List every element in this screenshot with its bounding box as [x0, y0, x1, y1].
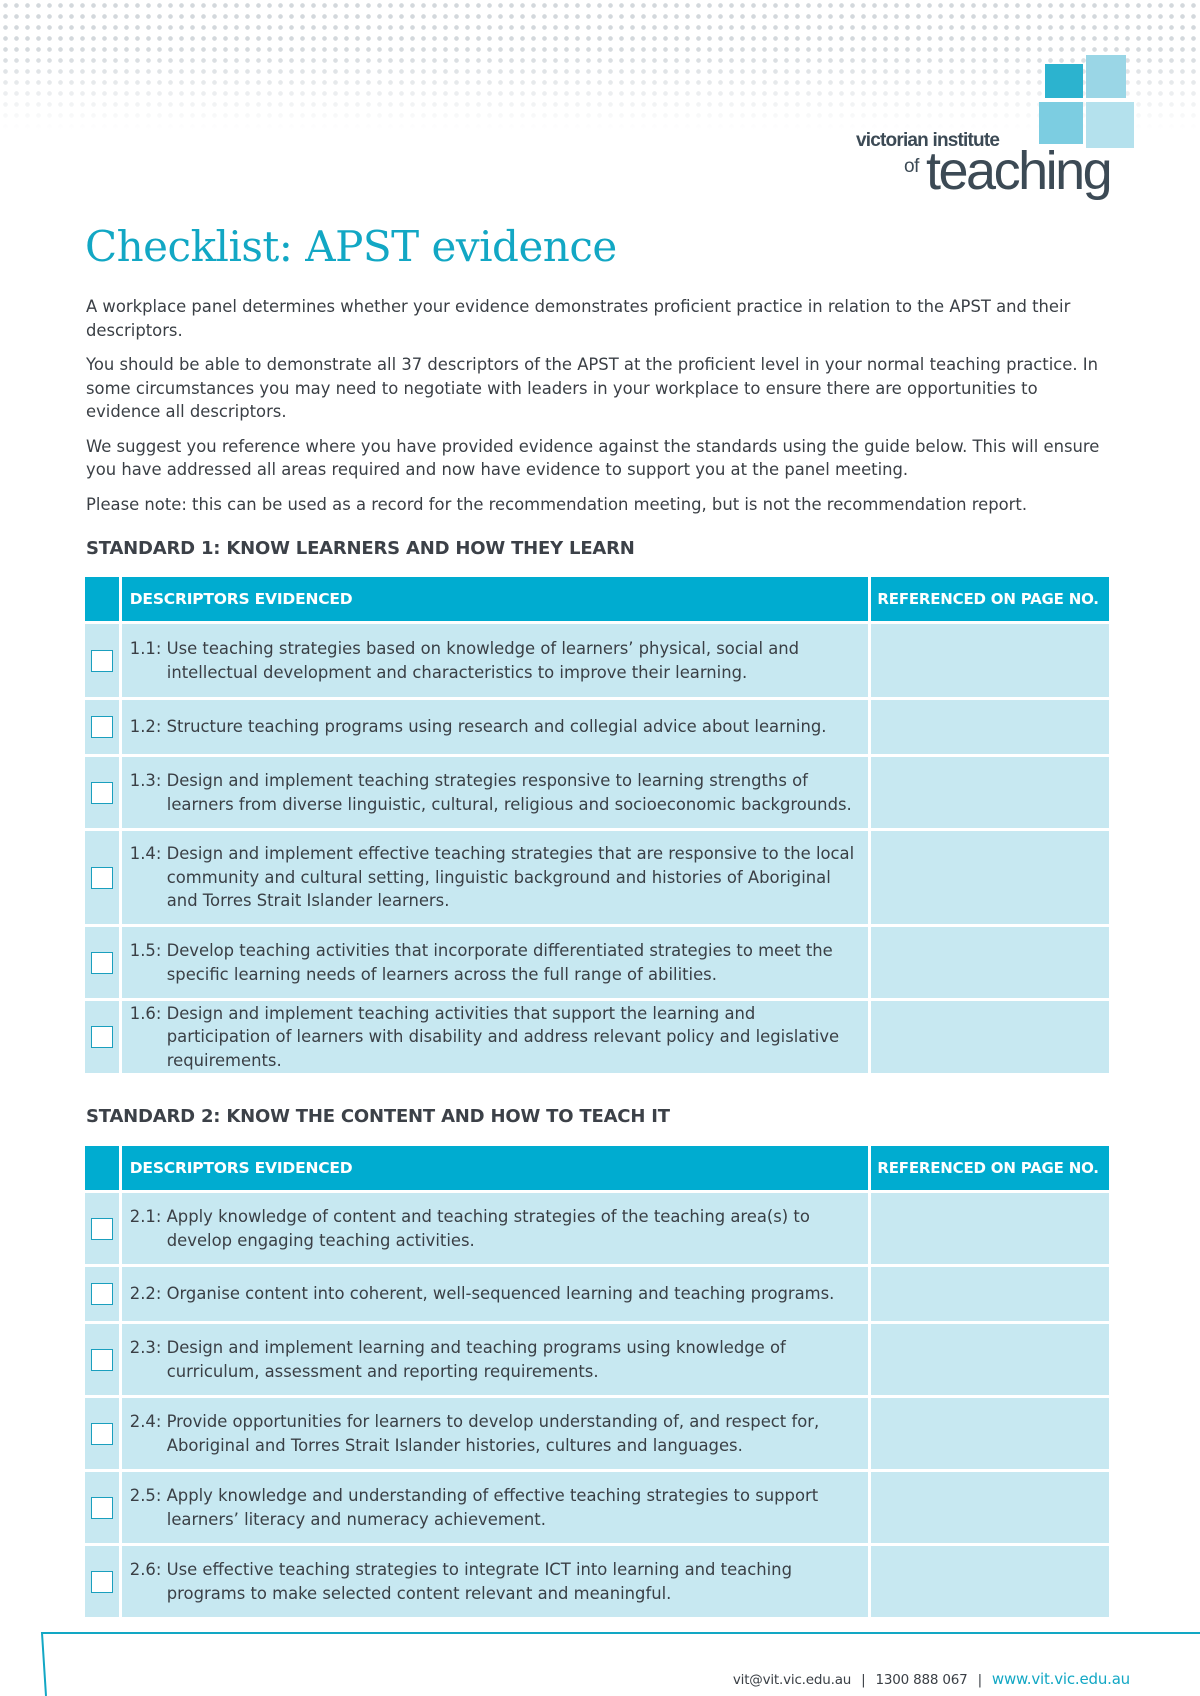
- descriptor-code: 2.6: [129, 1560, 156, 1579]
- page-reference-field[interactable]: [871, 831, 1109, 924]
- table-row: [85, 1267, 1109, 1321]
- descriptor-cell: 2.6: Use effective teaching strategies to integrate ICT into learning and teaching programs to make selected content relevant and meaningful.: [122, 1546, 869, 1617]
- descriptor-text: Structure teaching programs using research and collegial advice about learning.: [166, 717, 827, 737]
- checkbox-2-2[interactable]: [91, 1283, 113, 1305]
- logo-wordmark-of: of: [904, 156, 919, 177]
- checkbox-cell: [85, 700, 119, 754]
- checkbox-1-1[interactable]: [91, 650, 113, 672]
- table-row: [85, 831, 1109, 924]
- descriptor-text: Design and implement teaching activities that support the learning and participation of learners with disability and address relevant policy and legislative requirements.: [166, 1003, 840, 1070]
- checkbox-cell: [85, 757, 119, 828]
- descriptor-text: Design and implement effective teaching strategies that are responsive to the local community and cultural setting, linguistic background and histories of Aboriginal and Torres Strait Islander learners.: [166, 844, 855, 911]
- table-row: [85, 700, 1109, 754]
- checkbox-2-4[interactable]: [91, 1423, 113, 1445]
- logo-wordmark-teaching: teaching: [926, 141, 1111, 201]
- descriptor-cell: 2.4: Provide opportunities for learners to develop understanding of, and respect for, Aboriginal and Torres Strait Islander histories, cultures and languages.: [122, 1398, 869, 1469]
- checkbox-1-4[interactable]: [91, 867, 113, 889]
- table-row: [85, 624, 1109, 697]
- checkbox-1-3[interactable]: [91, 782, 113, 804]
- descriptor-text: Design and implement learning and teaching programs using knowledge of curriculum, assessment and reporting requirements.: [166, 1338, 786, 1381]
- logo-square: [1086, 55, 1126, 98]
- descriptor-cell: 1.6: Design and implement teaching activities that support the learning and participation of learners with disability and address relevant policy and legislative requirements.: [122, 1001, 869, 1073]
- standard-2-heading: STANDARD 2: KNOW THE CONTENT AND HOW TO TEACH IT: [86, 1106, 670, 1127]
- intro-text: [86, 295, 1116, 527]
- intro-paragraph: A workplace panel determines whether your evidence demonstrates proficient practice in relation to the APST and their descriptors.: [86, 297, 1071, 340]
- logo-square: [1045, 64, 1083, 98]
- checkbox-2-6[interactable]: [91, 1571, 113, 1593]
- table-row: [85, 1193, 1109, 1264]
- descriptor-code: 2.2: [129, 1284, 156, 1304]
- table-row: [85, 1546, 1109, 1617]
- page-reference-field[interactable]: [871, 927, 1109, 998]
- descriptor-code: 2.1: [129, 1207, 156, 1226]
- descriptor-cell: 2.3: Design and implement learning and teaching programs using knowledge of curriculum, assessment and reporting requirements.: [122, 1324, 869, 1395]
- table-row: [85, 1472, 1109, 1543]
- table-row: [85, 757, 1109, 828]
- page-reference-field[interactable]: [871, 1472, 1109, 1543]
- footer-email[interactable]: vit@vit.vic.edu.au: [732, 1672, 852, 1688]
- descriptor-code: 2.3: [129, 1338, 156, 1357]
- vit-logo: [856, 50, 1136, 210]
- descriptor-code: 1.3: [129, 771, 156, 790]
- checkbox-cell: [85, 1324, 119, 1395]
- intro-paragraph: You should be able to demonstrate all 37 descriptors of the APST at the proficient level in your normal teaching practice. In some circumstances you may need to negotiate with leaders in your workplace to ensure there are opportunities to evidence all descriptors.: [86, 355, 1098, 421]
- descriptor-text: Use effective teaching strategies to integrate ICT into learning and teaching programs to make selected content relevant and meaningful.: [166, 1560, 792, 1603]
- descriptor-cell: 1.2: Structure teaching programs using research and collegial advice about learning.: [122, 700, 869, 754]
- header-descriptors: DESCRIPTORS EVIDENCED: [122, 1146, 869, 1190]
- descriptor-code: 2.5: [129, 1486, 156, 1505]
- table-row: [85, 927, 1109, 998]
- descriptor-cell: 1.3: Design and implement teaching strategies responsive to learning strengths of learners from diverse linguistic, cultural, religious and socioeconomic backgrounds.: [122, 757, 869, 828]
- descriptor-cell: 1.4: Design and implement effective teaching strategies that are responsive to the local community and cultural setting, linguistic background and histories of Aboriginal and Torres Strait Islander learners.: [122, 831, 869, 924]
- descriptor-code: 1.6: [129, 1003, 156, 1023]
- checkbox-cell: [85, 1267, 119, 1321]
- footer-phone: 1300 888 067: [875, 1672, 968, 1688]
- descriptor-cell: 2.1: Apply knowledge of content and teaching strategies of the teaching area(s) to develop engaging teaching activities.: [122, 1193, 869, 1264]
- footer-website-link[interactable]: www.vit.vic.edu.au: [991, 1670, 1130, 1688]
- footer-contact: [733, 1670, 1130, 1688]
- descriptor-text: Organise content into coherent, well-sequenced learning and teaching programs.: [166, 1284, 835, 1304]
- table-header-row: [85, 577, 1109, 621]
- checkbox-cell: [85, 1546, 119, 1617]
- checkbox-cell: [85, 624, 119, 697]
- descriptor-text: Develop teaching activities that incorporate differentiated strategies to meet the specific learning needs of learners across the full range of abilities.: [166, 941, 833, 984]
- checkbox-cell: [85, 927, 119, 998]
- descriptor-cell: 2.2: Organise content into coherent, well-sequenced learning and teaching programs.: [122, 1267, 869, 1321]
- intro-paragraph: We suggest you reference where you have provided evidence against the standards using the guide below. This will ensure you have addressed all areas required and now have evidence to support you at the panel meeting.: [86, 436, 1100, 479]
- descriptor-cell: 1.5: Develop teaching activities that incorporate differentiated strategies to meet the specific learning needs of learners across the full range of abilities.: [122, 927, 869, 998]
- page-reference-field[interactable]: [871, 757, 1109, 828]
- header-reference: REFERENCED ON PAGE NO.: [871, 577, 1109, 621]
- descriptor-code: 2.4: [129, 1412, 156, 1431]
- footer-separator: |: [861, 1672, 866, 1688]
- page-reference-field[interactable]: [871, 1324, 1109, 1395]
- checkbox-cell: [85, 1001, 119, 1073]
- checkbox-2-5[interactable]: [91, 1497, 113, 1519]
- standard-1-heading: STANDARD 1: KNOW LEARNERS AND HOW THEY LEARN: [86, 538, 635, 559]
- page-reference-field[interactable]: [871, 1546, 1109, 1617]
- header-blank-cell: [85, 577, 119, 621]
- header-reference: REFERENCED ON PAGE NO.: [871, 1146, 1109, 1190]
- page-reference-field[interactable]: [871, 1398, 1109, 1469]
- descriptor-cell: 2.5: Apply knowledge and understanding of effective teaching strategies to support learners’ literacy and numeracy achievement.: [122, 1472, 869, 1543]
- checkbox-2-3[interactable]: [91, 1349, 113, 1371]
- page-reference-field[interactable]: [871, 1267, 1109, 1321]
- footer-separator: |: [977, 1672, 982, 1688]
- header-blank-cell: [85, 1146, 119, 1190]
- checkbox-cell: [85, 831, 119, 924]
- checkbox-cell: [85, 1472, 119, 1543]
- descriptor-text: Provide opportunities for learners to develop understanding of, and respect for, Aboriginal and Torres Strait Islander histories, cultures and languages.: [166, 1412, 820, 1455]
- page-reference-field[interactable]: [871, 1193, 1109, 1264]
- descriptor-text: Use teaching strategies based on knowledge of learners’ physical, social and intellectual development and characteristics to improve their learning.: [166, 639, 800, 682]
- descriptor-text: Design and implement teaching strategies responsive to learning strengths of learners from diverse linguistic, cultural, religious and socioeconomic backgrounds.: [166, 771, 852, 814]
- standard-2-checklist-table: [82, 1143, 1112, 1620]
- logo-square: [1039, 102, 1083, 144]
- checkbox-cell: [85, 1398, 119, 1469]
- checkbox-2-1[interactable]: [91, 1218, 113, 1240]
- page-footer: [0, 1620, 1200, 1696]
- descriptor-code: 1.4: [129, 844, 156, 864]
- descriptor-code: 1.2: [129, 717, 156, 737]
- page-reference-field[interactable]: [871, 624, 1109, 697]
- table-row: [85, 1324, 1109, 1395]
- checkbox-1-5[interactable]: [91, 952, 113, 974]
- descriptor-cell: 1.1: Use teaching strategies based on knowledge of learners’ physical, social and intellectual development and characteristics to improve their learning.: [122, 624, 869, 697]
- table-row: [85, 1001, 1109, 1073]
- checkbox-1-6[interactable]: [91, 1026, 113, 1048]
- page-reference-field[interactable]: [871, 1001, 1109, 1073]
- descriptor-text: Apply knowledge and understanding of effective teaching strategies to support learners’ literacy and numeracy achievement.: [166, 1486, 819, 1529]
- descriptor-code: 1.1: [129, 639, 156, 658]
- logo-wordmark-line1: victorian institute: [856, 130, 1000, 151]
- table-row: [85, 1398, 1109, 1469]
- standard-1-checklist-table: [82, 574, 1112, 1076]
- page-title: Checklist: APST evidence: [85, 222, 617, 271]
- descriptor-text: Apply knowledge of content and teaching strategies of the teaching area(s) to develop engaging teaching activities.: [166, 1207, 810, 1250]
- header-descriptors: DESCRIPTORS EVIDENCED: [122, 577, 869, 621]
- checkbox-1-2[interactable]: [91, 716, 113, 738]
- checkbox-cell: [85, 1193, 119, 1264]
- descriptor-code: 1.5: [129, 941, 156, 960]
- intro-paragraph: Please note: this can be used as a record for the recommendation meeting, but is not the recommendation report.: [86, 494, 1028, 514]
- page-reference-field[interactable]: [871, 700, 1109, 754]
- table-header-row: [85, 1146, 1109, 1190]
